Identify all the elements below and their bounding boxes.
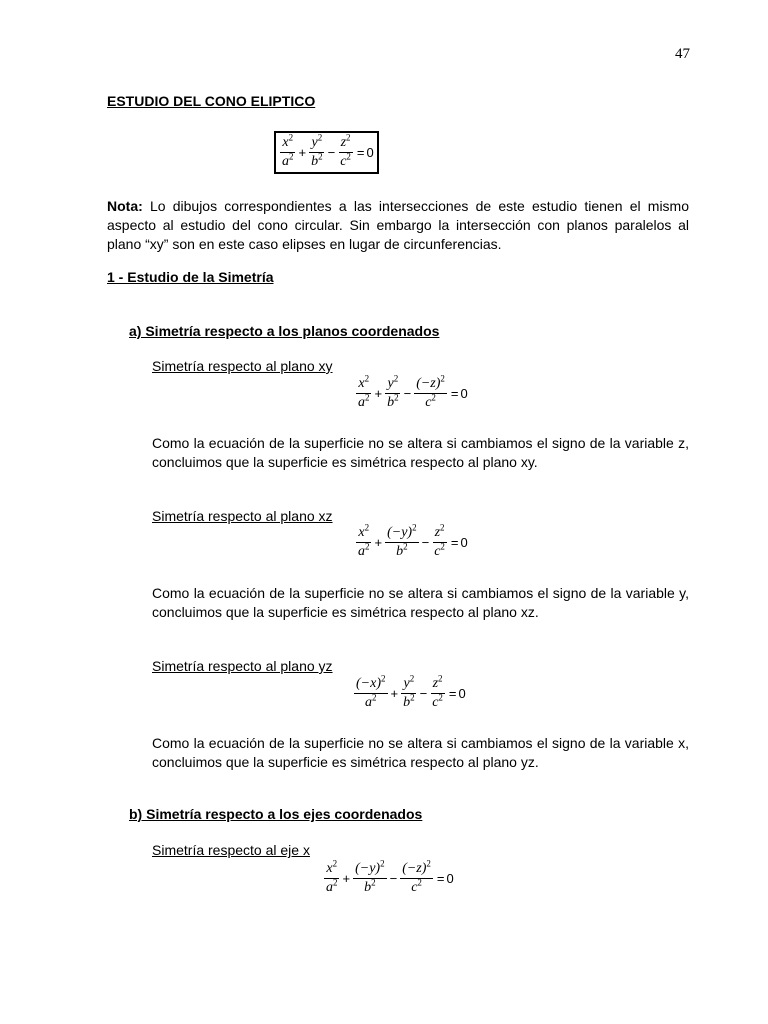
fraction-y: $\frac{y^2}{b^2}$ [311, 132, 323, 169]
minus-sign: − [327, 145, 336, 160]
fraction-x: $\frac{x^2}{a^2}$ [282, 132, 294, 169]
label-plane-yz: Simetría respecto al plano yz [152, 658, 333, 674]
page-title: ESTUDIO DEL CONO ELIPTICO [107, 93, 316, 109]
equals-sign: = [356, 145, 365, 160]
label-plane-xz: Simetría respecto al plano xz [152, 508, 333, 524]
fraction-z: $\frac{z^2}{c^2}$ [340, 132, 351, 169]
nota-label: Nota: [107, 198, 143, 214]
paragraph-plane-xy: Como la ecuación de la superficie no se altera si cambiamos el signo de la variable z, concluimos que la superficie es simétrica respecto al plano xy. [152, 435, 689, 470]
label-axis-x: Simetría respecto al eje x [152, 842, 310, 858]
nota-text: Lo dibujos correspondientes a las intersecciones de este estudio tienen el mismo aspecto al estudio del cono circular. Sin embargo la intersección con planos paralelos al plano “xy” son en este caso elipses en lugar de circunferencias. [107, 198, 689, 252]
main-equation [274, 131, 379, 174]
subsection-heading-axes: b) Simetría respecto a los ejes coordenados [129, 806, 423, 822]
subsection-heading-planes: a) Simetría respecto a los planos coordenados [129, 323, 440, 339]
equation-plane-xy: $\frac{x^2}{a^2}$ + $\frac{y^2}{b^2}$ − $\frac{(-z)^2}{c^2}$ = 0 [358, 373, 468, 410]
paragraph-plane-xz: Como la ecuación de la superficie no se altera si cambiamos el signo de la variable y, concluimos que la superficie es simétrica respecto al plano xz. [152, 585, 689, 620]
page-number: 47 [675, 46, 690, 62]
equation-axis-x: $\frac{x^2}{a^2}$ + $\frac{(-y)^2}{b^2}$ − $\frac{(-z)^2}{c^2}$ = 0 [326, 858, 454, 895]
equation-plane-xz: $\frac{x^2}{a^2}$ + $\frac{(-y)^2}{b^2}$ − $\frac{z^2}{c^2}$ = 0 [358, 522, 468, 559]
paragraph-plane-yz: Como la ecuación de la superficie no se altera si cambiamos el signo de la variable x, concluimos que la superficie es simétrica respecto al plano yz. [152, 735, 689, 770]
section-heading-symmetry: 1 - Estudio de la Simetría [107, 269, 274, 285]
nota-paragraph [107, 197, 689, 254]
plus-sign: + [298, 145, 307, 160]
equation-plane-yz: $\frac{(-x)^2}{a^2}$ + $\frac{y^2}{b^2}$ − $\frac{z^2}{c^2}$ = 0 [356, 673, 466, 710]
label-plane-xy: Simetría respecto al plano xy [152, 358, 333, 374]
equation-rhs: 0 [366, 145, 374, 160]
